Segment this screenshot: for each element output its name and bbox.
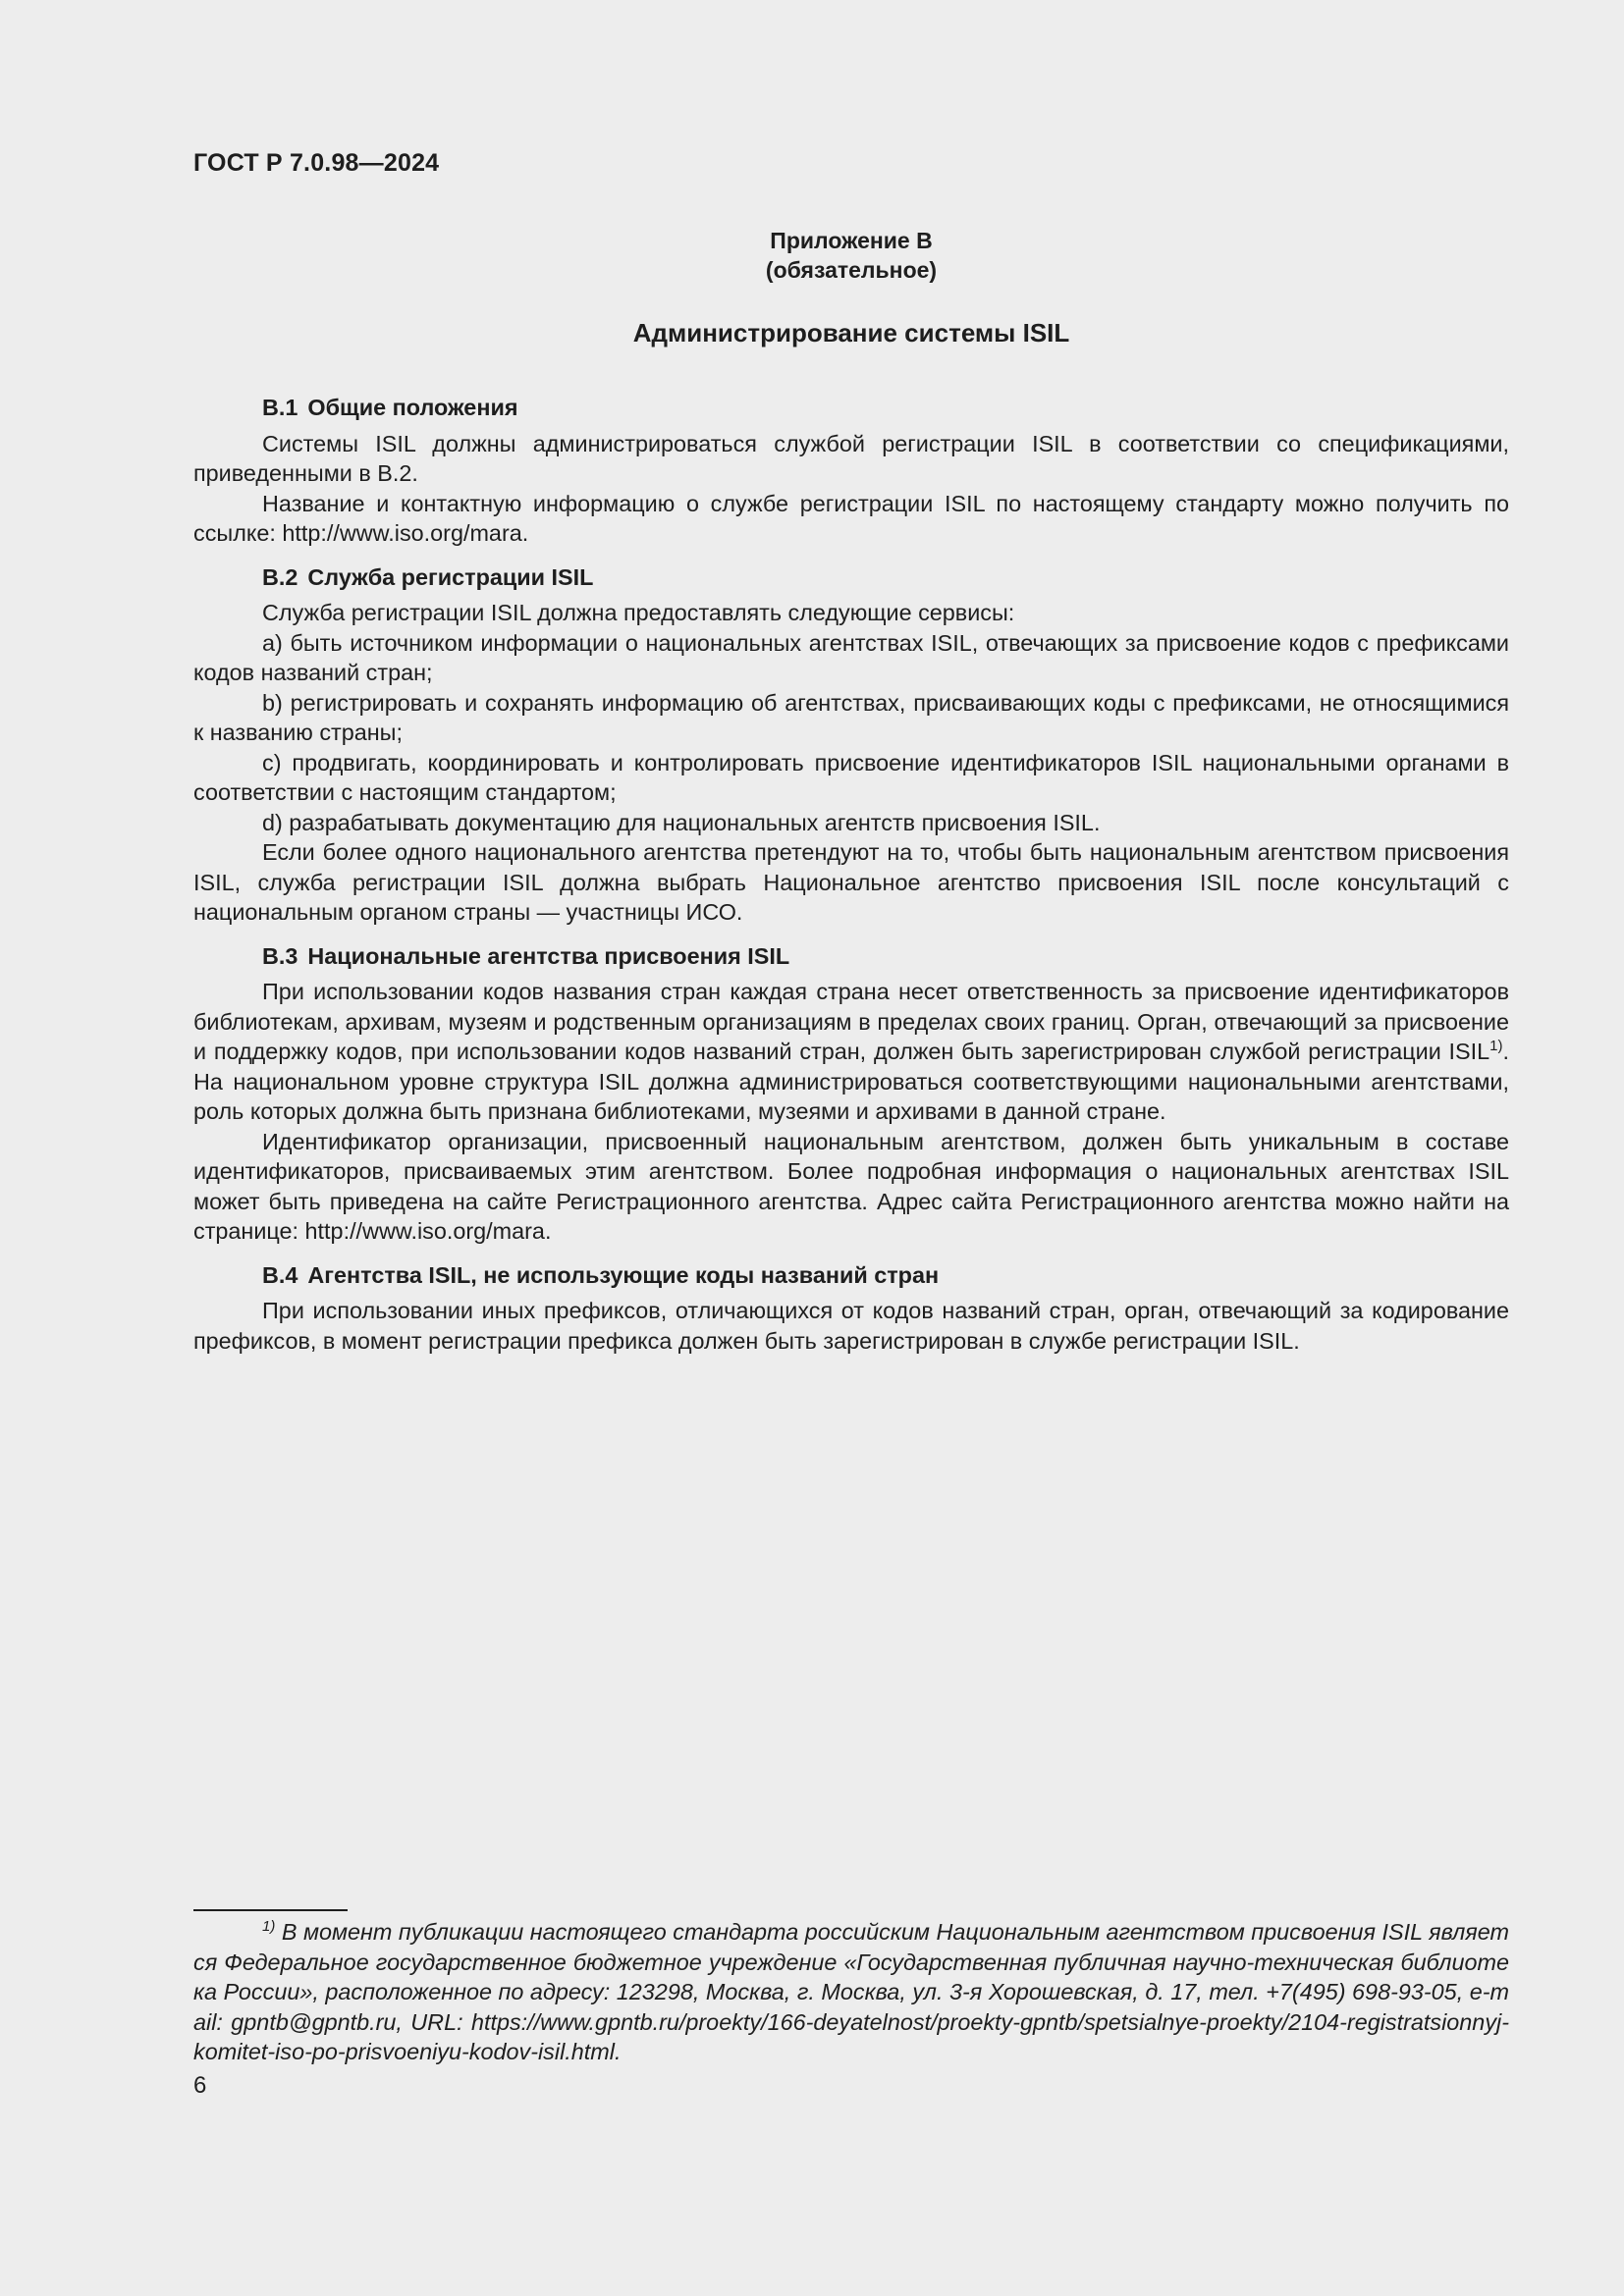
paragraph: Служба регистрации ISIL должна предоставлять следующие сервисы: [262, 600, 1015, 625]
page-number: 6 [193, 2072, 207, 2099]
paragraph: При использовании кодов названия стран каждая страна несет ответственность за присвоение идентификаторов библиотекам, архивам, музеям и родственным организациям в пределах своих границ. Орган, отвечающий за присвоение и поддержку кодов, при использовании кодов названий стран, должен быть зарегистрирован службой регистрации ISIL$^{1)}$. На национальном уровне структура ISIL должна администрироваться соответствующими национальными агентствами, роль которых должна быть признана библиотеками, музеями и архивами в данной стране. [193, 979, 1509, 1124]
footnote-marker: 1) [262, 1918, 276, 1935]
annex-label-block [193, 226, 1509, 285]
section-heading-b4: В.4 Агентства ISIL, не использующие коды названий стран [262, 1261, 940, 1288]
paragraph: Если более одного национального агентства претендуют на то, чтобы быть национальным агентством присвоения ISIL, служба регистрации ISIL должна выбрать Национальное агентство присвоения ISIL после консультаций с национальным органом страны — участницы ИСО. [193, 839, 1509, 925]
paragraph: Название и контактную информацию о службе регистрации ISIL по настоящему стандарту можно получить по ссылке: http://www.iso.org/mara. [193, 490, 1509, 546]
paragraph: Системы ISIL должны администрироваться службой регистрации ISIL в соответствии со спецификациями, приведенными в В.2. [193, 430, 1509, 486]
annex-status: (обязательное) [765, 257, 938, 283]
footnote-text: В момент публикации настоящего стандарта российским Национальным агентством присвоения ISIL является Федеральное государственное бюджетное учреждение «Государственная публичная научно-техническая библиотека России», расположенное по адресу: 123298, Москва, г. Москва, ул. 3-я Хорошевская, д. 17, тел. +7(495) 698-93-05, e-mail: gpntb@gpntb.ru, URL: https://www.gpntb.ru/proekty/166-deyatelnost/proekty-gpntb/spetsialnye-proekty/2104-registratsionnyj-komitet-iso-po-prisvoeniyu-kodov-isil.html. [193, 1919, 1509, 2064]
paragraph: При использовании иных префиксов, отличающихся от кодов названий стран, орган, отвечающий за кодирование префиксов, в момент регистрации префикса должен быть зарегистрирован в службе регистрации ISIL. [193, 1298, 1509, 1354]
document-id-header: ГОСТ Р 7.0.98—2024 [193, 149, 440, 177]
footnote [193, 1917, 1509, 2067]
document-body [193, 393, 1509, 1356]
list-item-a: a) быть источником информации о национальных агентствах ISIL, отвечающих за присвоение кодов с префиксами кодов названий стран; [193, 629, 1509, 685]
annex-label: Приложение В [770, 228, 933, 253]
section-heading-b3: В.3 Национальные агентства присвоения ISIL [262, 942, 790, 969]
list-item-b: b) регистрировать и сохранять информацию об агентствах, присваивающих коды с префиксами, не относящимися к названию страны; [193, 689, 1509, 745]
paragraph: Идентификатор организации, присвоенный национальным агентством, должен быть уникальным в составе идентификаторов, присваиваемых этим агентством. Более подробная информация о национальных агентствах ISIL может быть приведена на сайте Регистрационного агентства. Адрес сайта Регистрационного агентства можно найти на странице: http://www.iso.org/mara. [193, 1128, 1509, 1244]
list-item-d: d) разрабатывать документацию для национальных агентств присвоения ISIL. [262, 809, 1101, 835]
footnote-divider [193, 1909, 348, 1911]
footnote-ref: 1) [1489, 1038, 1503, 1054]
section-heading-b2: В.2 Служба регистрации ISIL [262, 563, 594, 590]
section-heading-b1: В.1 Общие положения [262, 395, 518, 420]
list-item-c: c) продвигать, координировать и контролировать присвоение идентификаторов ISIL национальными органами в соответствии с настоящим стандартом; [193, 749, 1509, 805]
annex-title: Администрирование системы ISIL [632, 318, 1070, 347]
